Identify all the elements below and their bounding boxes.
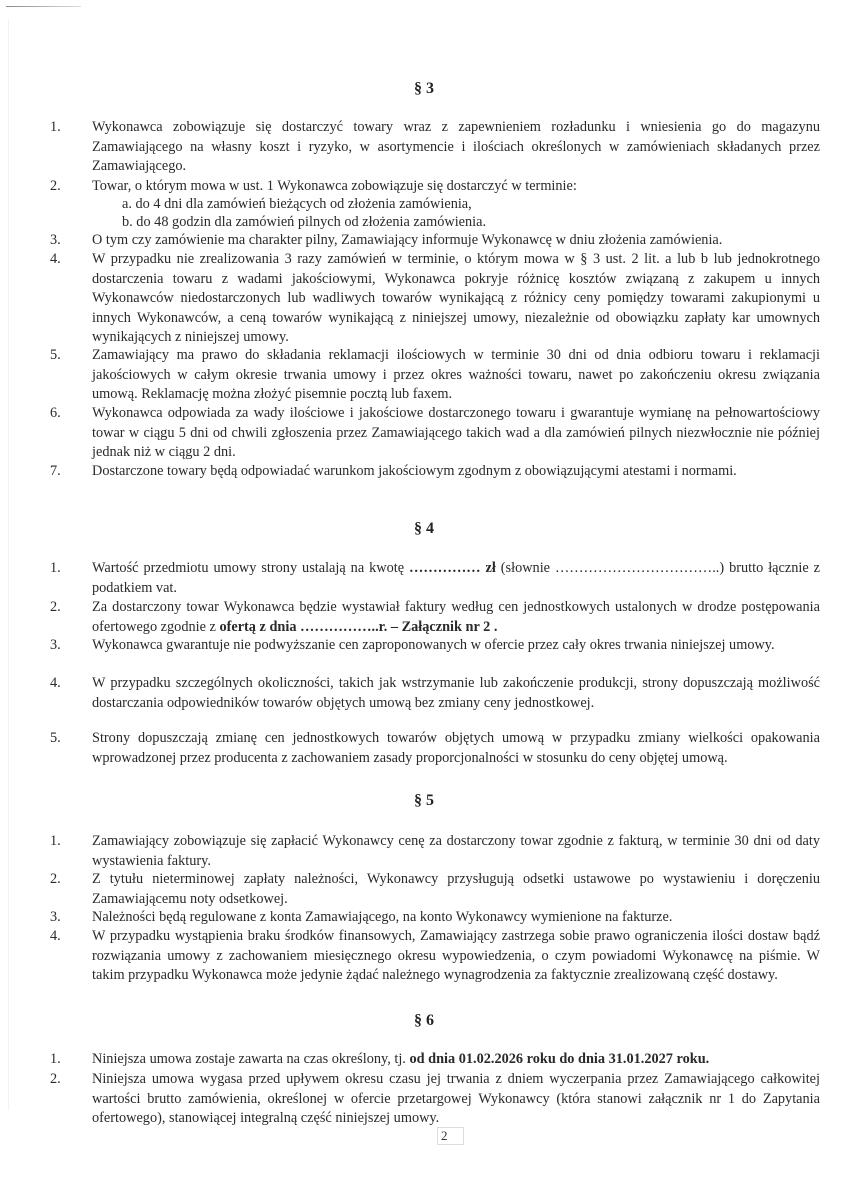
item-text: W przypadku wystąpienia braku środków finansowych, Zamawiający zastrzega sobie prawo ograniczenia ilości dostaw bądź rozwiązania umowy z zachowaniem miesięcznego okresu wypowiedzenia, o czym powiadomi Wykonawcę na piśmie. W takim przypadku Wykonawca może jedynie żądać należnego wynagrodzenia za faktycznie zrealizowaną część dostawy. xyxy=(92,928,820,983)
item-number: 2. xyxy=(50,871,61,887)
item-text xyxy=(92,559,820,598)
item-text: Należności będą regulowane z konta Zamawiającego, na konto Wykonawcy wymienione na fakturze. xyxy=(92,909,673,925)
item-number: 4. xyxy=(50,251,61,267)
scan-artifact-line xyxy=(6,6,81,7)
s3-subitem-b: b. do 48 godzin dla zamówień pilnych od złożenia zamówienia. xyxy=(122,214,487,230)
item-number: 5. xyxy=(50,730,61,746)
item-text: Wykonawca gwarantuje nie podwyższanie cen zaproponowanych w ofercie przez cały okres trwania niniejszej umowy. xyxy=(92,637,775,653)
item-text xyxy=(92,1050,820,1070)
item-text: W przypadku szczególnych okoliczności, takich jak wstrzymanie lub zakończenie produkcji, strony dopuszczają możliwość dostarczania odpowiedników towarów objętych umową bez zmiany ceny jednostkowej. xyxy=(92,675,820,711)
item-text: Niniejsza umowa wygasa przed upływem okresu czasu jej trwania z dniem wyczerpania przez Zamawiającego całkowitej wartości brutto zamówienia, określonej w ofercie przetargowej Wykonawcy (która stanowi załącznik nr 1 do Zapytania ofertowego), stanowiącej integralną część niniejszej umowy. xyxy=(92,1071,820,1126)
section-title-5: § 5 xyxy=(414,792,434,809)
s3-subitem-a: a. do 4 dni dla zamówień bieżących od złożenia zamówienia, xyxy=(122,196,472,212)
contract-period: od dnia 01.02.2026 roku do dnia 31.01.2027 roku. xyxy=(409,1051,710,1067)
item-text: Z tytułu nieterminowej zapłaty należności, Wykonawcy przysługują odsetki ustawowe po wystawieniu i doręczeniu Zamawiającemu noty odsetkowej. xyxy=(92,871,820,907)
item-number: 2. xyxy=(50,599,61,615)
item-number: 1. xyxy=(50,833,61,849)
section-title-4: § 4 xyxy=(414,520,434,537)
text-run: (słownie ……………………………..) brutto łącznie z podatkiem vat. xyxy=(92,560,820,596)
item-number: 1. xyxy=(50,560,61,576)
section-title-6: § 6 xyxy=(414,1012,434,1029)
item-number: 1. xyxy=(50,1051,61,1067)
item-number: 3. xyxy=(50,637,61,653)
item-text: Zamawiający ma prawo do składania reklamacji ilościowych w terminie 30 dni od dnia odbioru towaru i reklamacji jakościowych w całym okresie trwania umowy i przez okres ważności towaru, nawet po zakończeniu okresu związania umową. Reklamację można złożyć pisemnie pocztą lub faxem. xyxy=(92,347,820,402)
text-run: Za dostarczony towar Wykonawca będzie wystawiał faktury według cen jednostkowych ustalonych w drodze postępowania ofertowego zgodnie z xyxy=(92,599,820,635)
section-title-3: § 3 xyxy=(414,80,434,97)
offer-date-placeholder: ofertą z dnia ……………..r. – Załącznik nr 2 . xyxy=(219,618,498,635)
item-number: 7. xyxy=(50,463,61,479)
s3-item-1 xyxy=(50,118,820,178)
amount-placeholder: …………… zł xyxy=(409,560,496,576)
item-text: Wykonawca odpowiada za wady ilościowe i jakościowe dostarczonego towaru i gwarantuje wymianę na pełnowartościowy towar w ciągu 5 dni od chwili zgłoszenia przez Zamawiającego takich wad a dla zamówień pilnych niezwłocznie nie później jednak niż w ciągu 2 dni. xyxy=(92,405,820,460)
item-text: Wykonawca zobowiązuje się dostarczyć towary wraz z zapewnieniem rozładunku i wniesienia go do magazynu Zamawiającego na własny koszt i ryzyko, w asortymencie i ilościach określonych w zamówieniach składanych przez Zamawiającego. xyxy=(92,119,820,174)
item-text: W przypadku nie zrealizowania 3 razy zamówień w terminie, o którym mowa w § 3 ust. 2 lit. a lub b lub jednokrotnego dostarczenia towaru z wadami jakościowymi, Wykonawca pokryje różnicę kosztów związaną z zakupem u innych Wykonawców niedostarczonych lub wadliwych towarów wynikającą z różnicy ceny pomiędzy towarami zakupionymi u innych Wykonawców, a ceną towarów wynikającą z niniejszej umowy, niezależnie od obowiązku zapłaty kar umownych wynikających z niniejszej umowy. xyxy=(92,251,820,345)
page-edge xyxy=(8,20,9,1110)
item-text: Dostarczone towary będą odpowiadać warunkom jakościowym zgodnym z obowiązującymi atestami i normami. xyxy=(92,463,737,479)
item-number: 3. xyxy=(50,232,61,248)
item-number: 4. xyxy=(50,675,61,691)
item-number: 2. xyxy=(50,178,61,194)
item-text: Zamawiający zobowiązuje się zapłacić Wykonawcy cenę za dostarczony towar zgodnie z fakturą, w terminie 30 dni od daty wystawienia faktury. xyxy=(92,833,820,869)
item-number: 5. xyxy=(50,347,61,363)
item-text xyxy=(92,598,820,637)
item-number: 6. xyxy=(50,405,61,421)
text-run: Niniejsza umowa zostaje zawarta na czas określony, tj. xyxy=(92,1051,410,1067)
item-text: Strony dopuszczają zmianę cen jednostkowych towarów objętych umową w przypadku zmiany wielkości opakowania wprowadzonej przez producenta z zachowaniem zasady proporcjonalności w stosunku do ceny objętej umową. xyxy=(92,730,820,766)
page-number: 2 xyxy=(437,1127,464,1145)
item-number: 3. xyxy=(50,909,61,925)
item-text: Towar, o którym mowa w ust. 1 Wykonawca zobowiązuje się dostarczyć w terminie: xyxy=(92,178,577,194)
item-text: O tym czy zamówienie ma charakter pilny, Zamawiający informuje Wykonawcę w dniu złożenia zamówienia. xyxy=(92,232,723,248)
item-number: 2. xyxy=(50,1071,61,1087)
item-number: 4. xyxy=(50,928,61,944)
text-run: Wartość przedmiotu umowy strony ustalają na kwotę xyxy=(92,560,410,576)
item-number: 1. xyxy=(50,119,61,135)
